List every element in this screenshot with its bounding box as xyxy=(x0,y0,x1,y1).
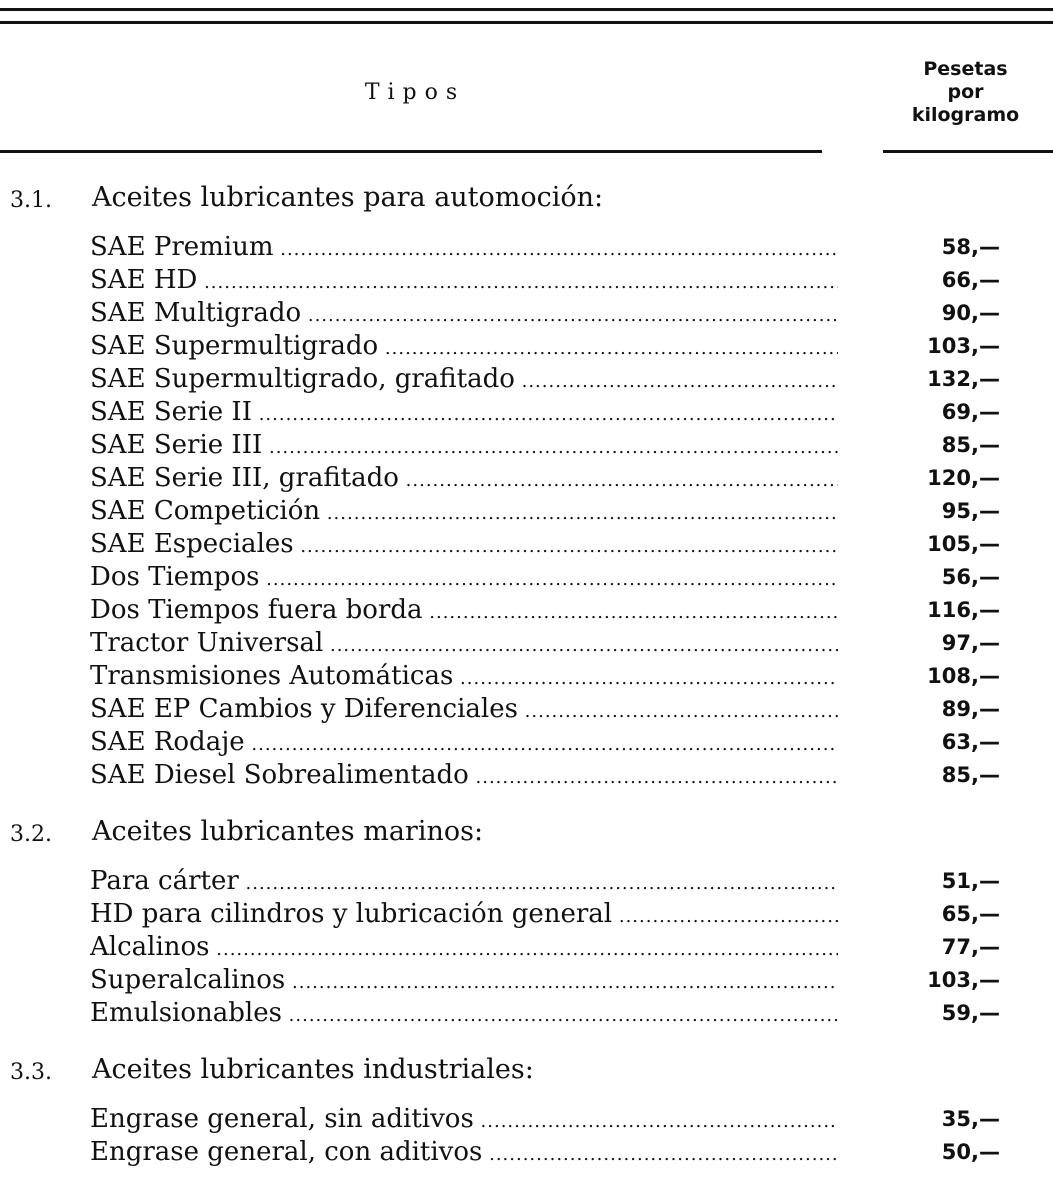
table-row xyxy=(90,298,1050,328)
item-price: 108,— xyxy=(927,664,1000,688)
column-header-price xyxy=(878,58,1053,127)
section-title: Aceites lubricantes para automoción: xyxy=(92,182,604,213)
item-price: 58,— xyxy=(941,235,1000,259)
section-number: 3.2. xyxy=(10,822,52,847)
item-name: SAE Serie III ..... xyxy=(90,430,838,463)
table-row xyxy=(90,965,1050,995)
item-name: Engrase general, sin aditivos ..... xyxy=(90,1104,838,1137)
item-price: 103,— xyxy=(927,968,1000,992)
table-row xyxy=(90,397,1050,427)
item-price: 105,— xyxy=(927,532,1000,556)
item-name: SAE Diesel Sobrealimentado ..... xyxy=(90,760,838,793)
table-row xyxy=(90,628,1050,658)
table-row xyxy=(90,331,1050,361)
table-row xyxy=(90,595,1050,625)
item-name: Transmisiones Automáticas ..... xyxy=(90,661,838,694)
item-price: 56,— xyxy=(941,565,1000,589)
table-row xyxy=(90,496,1050,526)
item-name: SAE Supermultigrado, grafitado ..... xyxy=(90,364,838,397)
item-name: SAE Multigrado ..... xyxy=(90,298,838,331)
section-title: Aceites lubricantes marinos: xyxy=(92,816,484,847)
item-name: Dos Tiempos ..... xyxy=(90,562,838,595)
item-name: Tractor Universal ..... xyxy=(90,628,838,661)
item-price: 89,— xyxy=(941,697,1000,721)
section-3-3-heading xyxy=(0,1050,1053,1090)
item-price: 66,— xyxy=(941,268,1000,292)
item-price: 35,— xyxy=(941,1107,1000,1131)
table-row xyxy=(90,265,1050,295)
column-header-types: Tipos xyxy=(364,80,466,105)
table-row xyxy=(90,1137,1050,1167)
item-name: SAE Rodaje ..... xyxy=(90,727,838,760)
section-number: 3.3. xyxy=(10,1060,52,1085)
item-name: SAE HD ..... xyxy=(90,265,838,298)
table-row xyxy=(90,727,1050,757)
item-name: Dos Tiempos fuera borda ..... xyxy=(90,595,838,628)
table-row xyxy=(90,932,1050,962)
table-row xyxy=(90,899,1050,929)
top-double-rule-lower xyxy=(0,21,1053,24)
table-row xyxy=(90,1104,1050,1134)
table-row xyxy=(90,364,1050,394)
item-price: 59,— xyxy=(941,1001,1000,1025)
item-name: Alcalinos ..... xyxy=(90,932,838,965)
table-row xyxy=(90,562,1050,592)
header-rule-price xyxy=(883,150,1053,153)
header-rule-types xyxy=(0,150,822,153)
item-name: SAE Serie III, grafitado ..... xyxy=(90,463,838,496)
item-name: SAE Especiales ..... xyxy=(90,529,838,562)
item-name: SAE Serie II ..... xyxy=(90,397,838,430)
price-header-line-3: kilogramo xyxy=(911,104,1020,126)
item-price: 95,— xyxy=(941,499,1000,523)
table-row xyxy=(90,463,1050,493)
table-row xyxy=(90,760,1050,790)
item-price: 132,— xyxy=(927,367,1000,391)
table-row xyxy=(90,529,1050,559)
item-name: Emulsionables ..... xyxy=(90,998,838,1031)
table-row xyxy=(90,661,1050,691)
item-name: SAE Competición ..... xyxy=(90,496,838,529)
item-price: 85,— xyxy=(941,433,1000,457)
table-row xyxy=(90,694,1050,724)
item-name: Engrase general, con aditivos ..... xyxy=(90,1137,838,1170)
item-price: 77,— xyxy=(941,935,1000,959)
item-name: SAE Supermultigrado ..... xyxy=(90,331,838,364)
table-row xyxy=(90,866,1050,896)
item-name: Para cárter ..... xyxy=(90,866,838,899)
item-price: 51,— xyxy=(941,869,1000,893)
price-header-line-2: por xyxy=(947,81,984,103)
item-price: 116,— xyxy=(927,598,1000,622)
section-number: 3.1. xyxy=(10,188,52,213)
item-price: 103,— xyxy=(927,334,1000,358)
item-name: HD para cilindros y lubricación general ..... xyxy=(90,899,838,932)
item-price: 63,— xyxy=(941,730,1000,754)
item-name: SAE Premium ..... xyxy=(90,232,838,265)
item-price: 65,— xyxy=(941,902,1000,926)
table-row xyxy=(90,998,1050,1028)
item-name: Superalcalinos ..... xyxy=(90,965,838,998)
item-price: 120,— xyxy=(927,466,1000,490)
top-double-rule-upper xyxy=(0,8,1053,11)
section-3-2-heading xyxy=(0,812,1053,852)
table-row xyxy=(90,232,1050,262)
item-price: 85,— xyxy=(941,763,1000,787)
price-header-line-1: Pesetas xyxy=(923,58,1008,80)
item-name: SAE EP Cambios y Diferenciales ..... xyxy=(90,694,838,727)
item-price: 97,— xyxy=(941,631,1000,655)
item-price: 50,— xyxy=(941,1140,1000,1164)
item-price: 69,— xyxy=(941,400,1000,424)
table-row xyxy=(90,430,1050,460)
item-price: 90,— xyxy=(941,301,1000,325)
section-title: Aceites lubricantes industriales: xyxy=(92,1054,534,1085)
section-3-1-heading xyxy=(0,178,1053,218)
